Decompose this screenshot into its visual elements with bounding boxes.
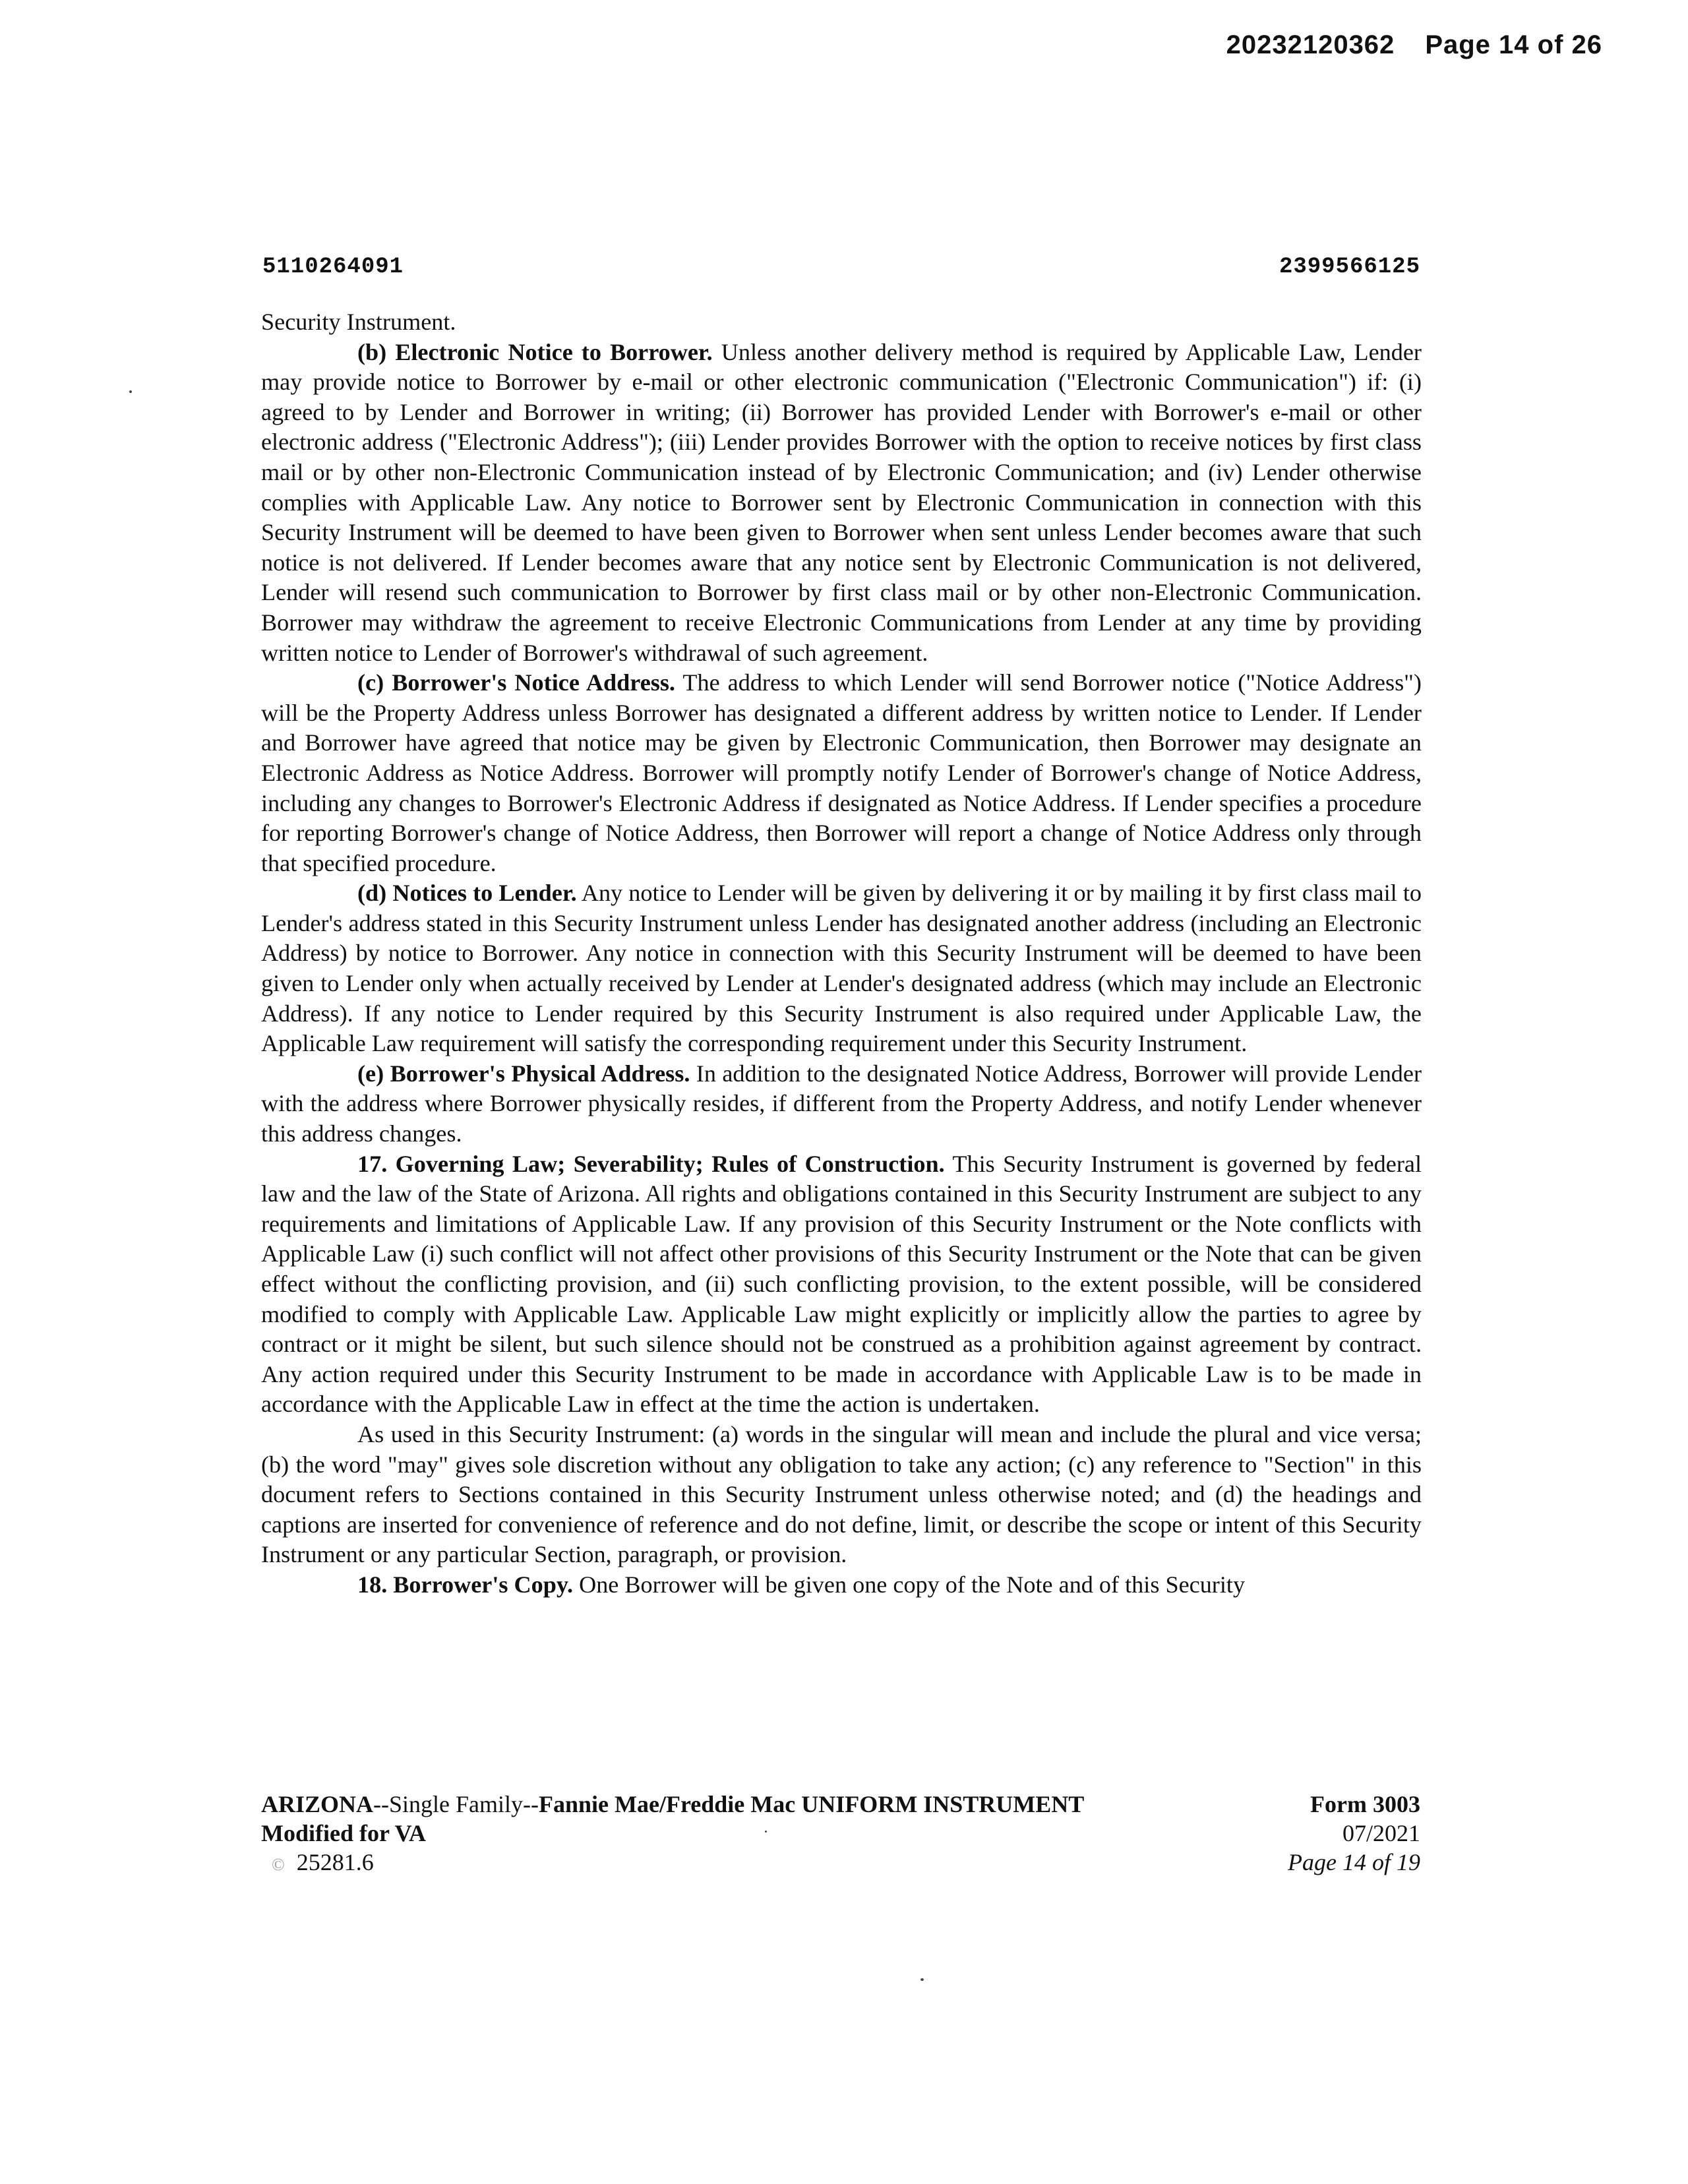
footer-state: ARIZONA (261, 1791, 374, 1817)
paragraph-heading: (c) Borrower's Notice Address. (357, 669, 675, 696)
scan-speck (920, 1978, 924, 1981)
recording-number: 20232120362 (1226, 30, 1395, 59)
paragraph-continuation (261, 307, 1422, 338)
footer-form-date: 07/2021 (1342, 1820, 1420, 1846)
paragraph-text: The address to which Lender will send Borrower notice ("Notice Address") will be the Property Address unless Borrower has designated a different address by written notice to Lender. If Lender and Borrower have agreed that notice may be given by Electronic Communication, then Borrower may designate an Electronic Address as Notice Address. Borrower will promptly notify Lender of Borrower's change of Notice Address, including any changes to Borrower's Electronic Address if designated as Notice Address. If Lender specifies a procedure for reporting Borrower's change of Notice Address, then Borrower will report a change of Notice Address only through that specified procedure. (261, 669, 1422, 876)
footer-modified: Modified for VA (261, 1820, 427, 1846)
paragraph-governing-law (261, 1149, 1422, 1420)
loan-number-right: 2399566125 (1279, 255, 1420, 280)
loan-number-left: 5110264091 (262, 255, 404, 280)
paragraph-text: This Security Instrument is governed by federal law and the law of the State of Arizona. All rights and obligations contained in this Security Instrument are subject to any requirements and limitations of Applicable Law. If any provision of this Security Instrument or the Note conflicts with Applicable Law (i) such conflict will not affect other provisions of this Security Instrument or the Note that can be given effect without the conflicting provision, and (ii) such conflicting provision, to the extent possible, will be considered modified to comply with Applicable Law. Applicable Law might explicitly or implicitly allow the parties to agree by contract or it might be silent, but such silence should not be construed as a prohibition against agreement by contract. Any action required under this Security Instrument to be made in accordance with Applicable Law is to be made in accordance with the Applicable Law in effect at the time the action is undertaken. (261, 1150, 1422, 1418)
footer-doc-code: 25281.6 (296, 1849, 374, 1875)
footer-left (261, 1790, 1084, 1879)
paragraph-text: One Borrower will be given one copy of the Note and of this Security (573, 1571, 1246, 1598)
paragraph-notice-address (261, 668, 1422, 878)
paragraph-text: In addition to the designated Notice Address, Borrower will provide Lender with the address where Borrower physically resides, if different from the Property Address, and notify Lender whenever this address changes. (261, 1060, 1422, 1147)
footer-family: --Single Family-- (373, 1791, 539, 1817)
footer-form-number: Form 3003 (1310, 1791, 1420, 1817)
recording-header (1226, 30, 1602, 60)
paragraph-text: Unless another delivery method is required by Applicable Law, Lender may provide notice to Borrower by e-mail or other electronic communication ("Electronic Communication") if: (i) agreed to by Lender and Borrower in writing; (ii) Borrower has provided Lender with Borrower's e-mail or other electronic address ("Electronic Address"); (iii) Lender provides Borrower with the option to receive notices by first class mail or by other non-Electronic Communication instead of by Electronic Communication; and (iv) Lender otherwise complies with Applicable Law. Any notice to Borrower sent by Electronic Communication in connection with this Security Instrument will be deemed to have been given to Borrower when sent unless Lender becomes aware that such notice is not delivered. If Lender becomes aware that any notice sent by Electronic Communication is not delivered, Lender will resend such communication to Borrower by first class mail or by other non-Electronic Communication. Borrower may withdraw the agreement to receive Electronic Communications from Lender at any time by providing written notice to Lender of Borrower's withdrawal of such agreement. (261, 338, 1422, 666)
paragraph-notices-to-lender (261, 878, 1422, 1059)
scan-speck (129, 390, 132, 393)
paragraph-heading: 17. Governing Law; Severability; Rules of Construction. (357, 1150, 945, 1177)
footer-instrument-title: Fannie Mae/Freddie Mac UNIFORM INSTRUMENT (538, 1791, 1085, 1817)
footer-title-line (261, 1790, 1084, 1819)
paragraph-heading: (e) Borrower's Physical Address. (357, 1060, 690, 1087)
paragraph-borrowers-copy (261, 1570, 1422, 1600)
copyright-mark: © (272, 1855, 285, 1874)
paragraph-heading: (d) Notices to Lender. (357, 880, 577, 907)
paragraph-heading: 18. Borrower's Copy. (357, 1571, 574, 1598)
paragraph-electronic-notice (261, 338, 1422, 669)
scan-speck (765, 1831, 767, 1833)
footer-right (1288, 1790, 1420, 1877)
document-body (261, 307, 1422, 1600)
paragraph-text: As used in this Security Instrument: (a) words in the singular will mean and include the plural and vice versa; (b) the word "may" gives sole discretion without any obligation to take any action; (c) any reference to "Section" in this document refers to Sections contained in this Security Instrument unless otherwise noted; and (d) the headings and captions are inserted for convenience of reference and do not define, limit, or describe the scope or intent of this Security Instrument or any particular Section, paragraph, or provision. (261, 1420, 1422, 1568)
paragraph-construction (261, 1420, 1422, 1570)
paragraph-text: Security Instrument. (261, 309, 456, 335)
footer-doc-code-line (261, 1848, 1084, 1879)
paragraph-physical-address (261, 1059, 1422, 1149)
paragraph-text: Any notice to Lender will be given by delivering it or by mailing it by first class mail to Lender's address stated in this Security Instrument unless Lender has designated another address (including an Electronic Address) by notice to Borrower. Any notice in connection with this Security Instrument will be deemed to have been given to Lender only when actually received by Lender at Lender's designated address (which may include an Electronic Address). If any notice to Lender required by this Security Instrument is also required under Applicable Law, the Applicable Law requirement will satisfy the corresponding requirement under this Security Instrument. (261, 880, 1422, 1057)
paragraph-heading: (b) Electronic Notice to Borrower. (357, 338, 713, 365)
footer-page-number: Page 14 of 19 (1288, 1849, 1420, 1875)
recording-page: Page 14 of 26 (1425, 30, 1602, 59)
loan-number-row (262, 255, 1420, 280)
